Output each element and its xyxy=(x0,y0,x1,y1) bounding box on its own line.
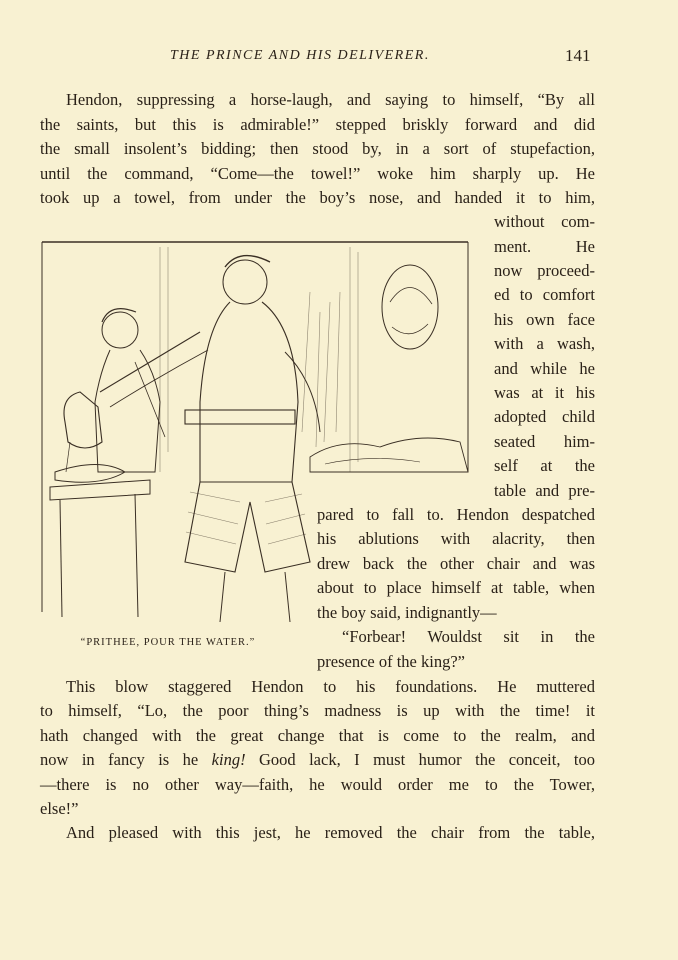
text-line: seated him- xyxy=(494,432,595,451)
text-line: pared to fall to. Hendon despatched xyxy=(317,505,595,524)
text-line: the saints, but this is admirable!” stepped briskly forward and did xyxy=(40,115,595,134)
engraving-illustration xyxy=(40,232,472,632)
text-line: adopted child xyxy=(494,407,595,426)
text-line: presence of the king?” xyxy=(317,652,465,671)
illustration-caption: “PRITHEE, POUR THE WATER.” xyxy=(80,637,256,648)
text-line-mixed xyxy=(40,750,595,770)
emphasis-word: king! xyxy=(211,750,246,769)
text-line: his ablutions with alacrity, then xyxy=(317,529,595,548)
running-title: THE PRINCE AND HIS DELIVERER. xyxy=(170,48,430,63)
text-line: his own face xyxy=(494,310,595,329)
text-line: else!” xyxy=(40,799,79,818)
text-line: hath changed with the great change that is come to the realm, and xyxy=(40,726,595,745)
page-number: 141 xyxy=(565,46,591,65)
text-line: to himself, “Lo, the poor thing’s madness is up with the time! it xyxy=(40,701,595,720)
text-fragment: now in fancy is he xyxy=(40,750,199,769)
text-line: now proceed- xyxy=(494,261,595,280)
text-line: —there is no other way—faith, he would order me to the Tower, xyxy=(40,775,595,794)
text-line: without com- xyxy=(494,212,595,231)
text-line: This blow staggered Hendon to his foundations. He muttered xyxy=(66,677,595,696)
text-line: self at the xyxy=(494,456,595,475)
text-line: ment. He xyxy=(494,237,595,256)
text-line: the small insolent’s bidding; then stood by, in a sort of stupefaction, xyxy=(40,139,595,158)
text-line: the boy said, indignantly— xyxy=(317,603,497,622)
text-line: with a wash, xyxy=(494,334,595,353)
text-line: about to place himself at table, when xyxy=(317,578,595,597)
text-line: And pleased with this jest, he removed the chair from the table, xyxy=(66,823,595,842)
text-line: and while he xyxy=(494,359,595,378)
text-line: took up a towel, from under the boy’s nose, and handed it to him, xyxy=(40,188,595,207)
text-line: until the command, “Come—the towel!” woke him sharply up. He xyxy=(40,164,595,183)
text-line: ed to comfort xyxy=(494,285,595,304)
text-line: drew back the other chair and was xyxy=(317,554,595,573)
text-line: table and pre- xyxy=(494,481,595,500)
text-line: Hendon, suppressing a horse-laugh, and saying to himself, “By all xyxy=(66,90,595,109)
text-line: was at it his xyxy=(494,383,595,402)
text-line: “Forbear! Wouldst sit in the xyxy=(342,627,595,646)
text-fragment: Good lack, I must humor the conceit, too xyxy=(259,750,595,769)
